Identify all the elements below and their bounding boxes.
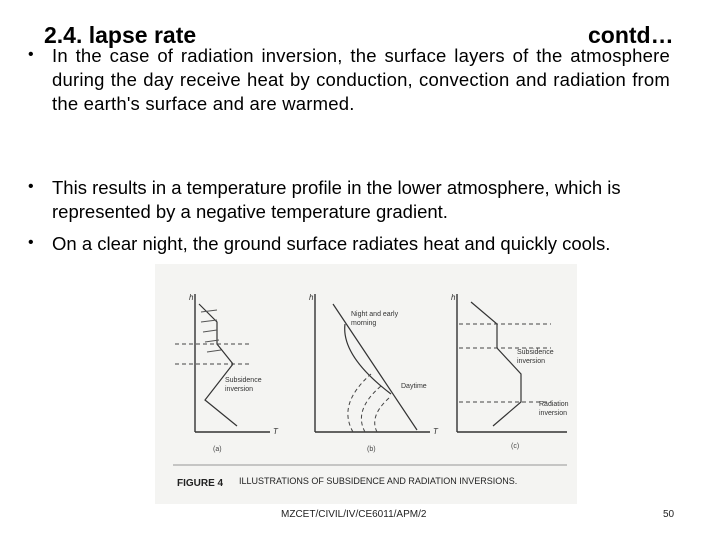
inversion-diagram <box>155 264 577 504</box>
bullet-text: In the case of radiation inversion, the surface layers of the atmosphere during the day receive heat by conduction, convection and radiation from the earth's surface and are warmed. <box>52 45 670 114</box>
panel-tag: (a) <box>213 446 222 453</box>
panel-tag: (b) <box>367 446 376 453</box>
temperature-profile <box>199 304 237 426</box>
temperature-profile <box>471 302 521 426</box>
bullet-item <box>28 176 670 224</box>
footer-code: MZCET/CIVIL/IV/CE6011/APM/2 <box>281 509 427 520</box>
bullet-text: On a clear night, the ground surface radiates heat and quickly cools. <box>52 233 611 254</box>
bullet-item <box>28 44 670 116</box>
subsidence-inversion-label <box>225 377 264 393</box>
axis-t-label: T <box>433 427 438 436</box>
label-line: Subsidence <box>225 377 262 384</box>
night-label <box>351 311 400 327</box>
bullet-text: This results in a temperature profile in the lower atmosphere, which is represented by a negative temperature gradient. <box>52 177 621 222</box>
bullet-item <box>28 232 670 256</box>
slide-title-contd: contd… <box>588 22 674 48</box>
axis-t-label: T <box>273 427 278 436</box>
transition-curve <box>375 398 389 432</box>
label-line: inversion <box>517 358 546 365</box>
figure-caption-label: FIGURE 4 <box>177 478 224 489</box>
label-line: inversion <box>225 386 254 393</box>
bullet-icon: • <box>28 234 34 251</box>
label-line: inversion <box>539 410 568 417</box>
label-line: Subsidence <box>517 349 554 356</box>
label-line: Radiation <box>539 401 569 408</box>
figure-caption-text: ILLUSTRATIONS OF SUBSIDENCE AND RADIATION INVERSIONS. <box>239 476 518 486</box>
label-line: Night and early <box>351 311 399 318</box>
axis-h-label: h <box>309 293 314 302</box>
panel-c <box>451 293 571 450</box>
label-line: morning <box>351 320 377 327</box>
axis-h-label: h <box>189 293 194 302</box>
panel-tag: (c) <box>511 443 520 450</box>
night-profile-curve <box>345 324 391 394</box>
panel-b <box>309 293 439 453</box>
transition-curve <box>348 374 371 432</box>
slide-title: 2.4. lapse rate <box>44 22 197 48</box>
radiation-inversion-label <box>539 401 571 417</box>
bullet-icon: • <box>28 46 34 63</box>
bullet-icon: • <box>28 178 34 195</box>
inversion-figure <box>155 264 577 504</box>
page-number: 50 <box>663 509 675 520</box>
transition-curve <box>361 386 381 432</box>
subsidence-inversion-label <box>517 349 556 365</box>
panel-a <box>175 293 279 453</box>
daytime-label: Daytime <box>401 383 427 390</box>
axis-h-label: h <box>451 293 456 302</box>
